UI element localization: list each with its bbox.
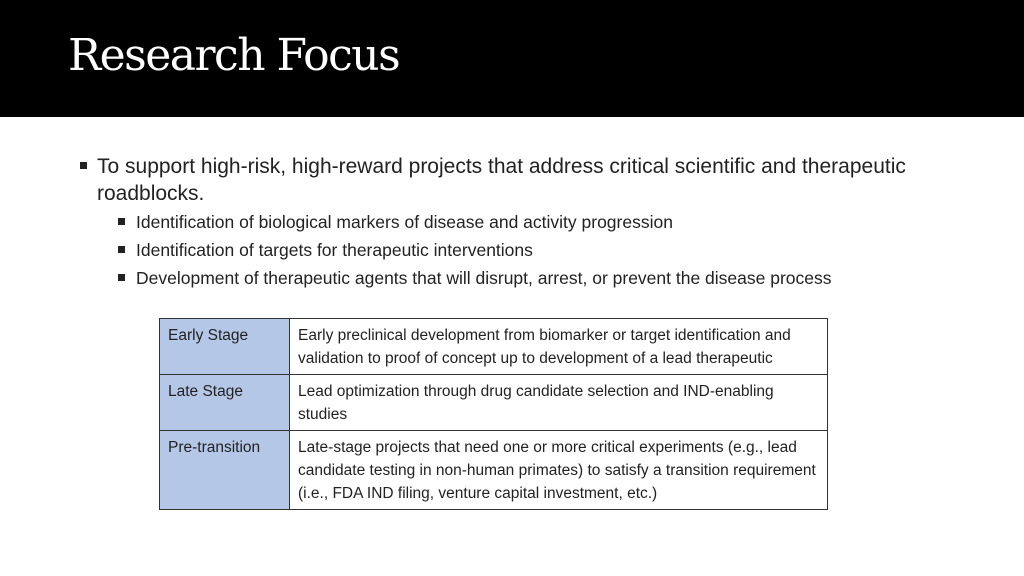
sub-bullet [117, 237, 978, 263]
slide-title: Research Focus [68, 30, 400, 81]
stage-description: Late-stage projects that need one or more critical experiments (e.g., lead candidate testing in non-human primates) to satisfy a transition requirement (i.e., FDA IND filing, venture capital investment, etc.) [290, 431, 828, 510]
square-bullet-icon [118, 274, 125, 281]
sub-bullet-text: Development of therapeutic agents that will disrupt, arrest, or prevent the disease process [136, 268, 832, 288]
table-row [160, 375, 828, 431]
title-bar [0, 0, 1024, 117]
stage-label: Late Stage [160, 375, 290, 431]
sub-bullet-text: Identification of biological markers of disease and activity progression [136, 212, 673, 232]
sub-bullet [117, 209, 978, 235]
square-bullet-icon [80, 162, 87, 169]
stage-description: Early preclinical development from biomarker or target identification and validation to proof of concept up to development of a lead therapeutic [290, 319, 828, 375]
stage-label: Pre-transition [160, 431, 290, 510]
stage-label: Early Stage [160, 319, 290, 375]
square-bullet-icon [118, 218, 125, 225]
square-bullet-icon [118, 246, 125, 253]
bullet-list [78, 153, 978, 291]
stage-description: Lead optimization through drug candidate selection and IND-enabling studies [290, 375, 828, 431]
table-row [160, 319, 828, 375]
table-row [160, 431, 828, 510]
bullet-main-text: To support high-risk, high-reward projects that address critical scientific and therapeutic roadblocks. [97, 155, 906, 205]
sub-bullet-text: Identification of targets for therapeutic interventions [136, 240, 533, 260]
bullet-main [78, 153, 978, 207]
sub-bullet [117, 265, 978, 291]
stages-table [159, 318, 828, 510]
